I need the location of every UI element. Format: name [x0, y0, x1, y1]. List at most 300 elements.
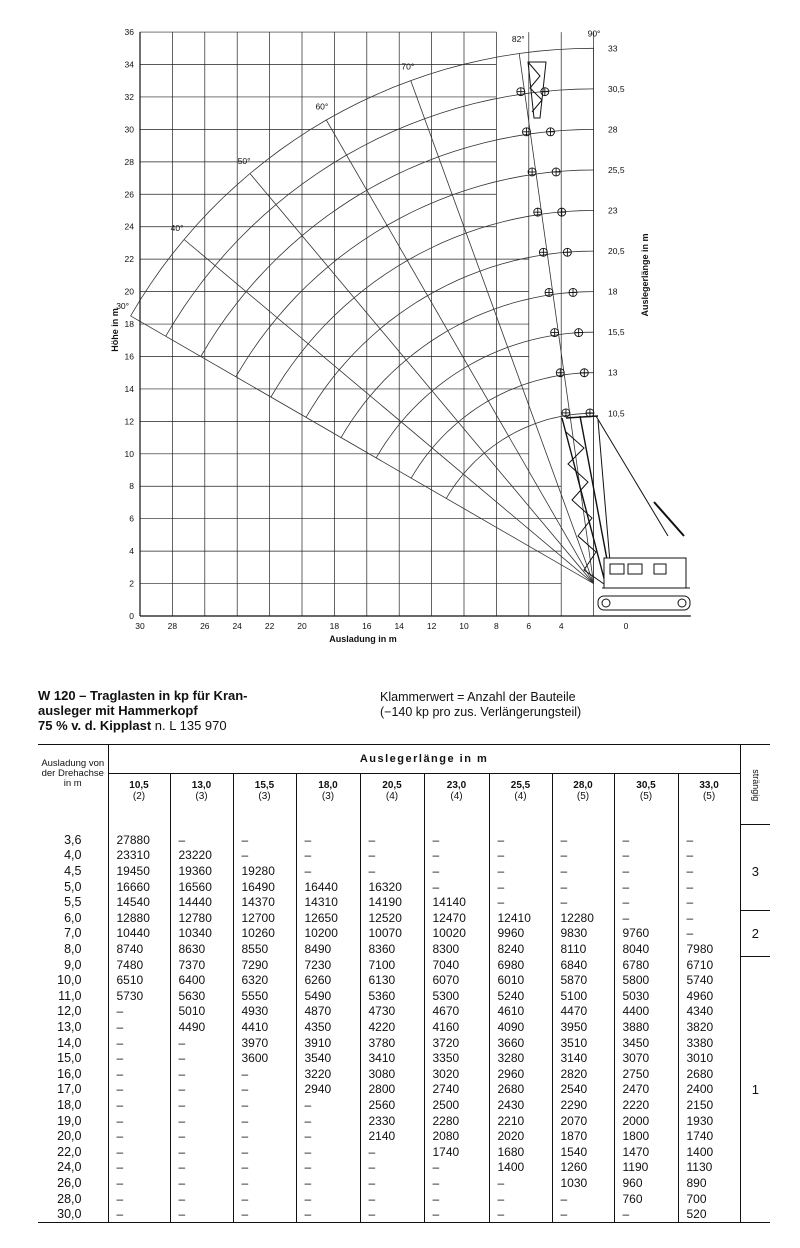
load-cell: 1030 — [552, 1175, 614, 1191]
load-cell: 12780 — [170, 910, 233, 926]
load-cell: 3970 — [233, 1035, 296, 1051]
load-cell: 14190 — [360, 894, 424, 910]
y-tick-label: 18 — [124, 319, 134, 330]
load-cell: 3020 — [424, 1066, 489, 1082]
load-cell: 2330 — [360, 1113, 424, 1129]
load-cell: – — [116, 1035, 124, 1050]
radius-cell: 9,0 — [38, 957, 108, 973]
note-line-1: Klammerwert = Anzahl der Bauteile — [380, 690, 576, 704]
load-cell: – — [424, 863, 489, 879]
x-tick-label: 4 — [558, 621, 564, 631]
load-cell: – — [296, 848, 360, 864]
y-tick-label: 22 — [124, 254, 134, 265]
load-cell: 19450 — [116, 864, 150, 879]
load-cell: – — [360, 1160, 424, 1176]
load-cell: 19280 — [233, 863, 296, 879]
load-cell: – — [170, 1191, 233, 1207]
load-cell: 2020 — [489, 1128, 552, 1144]
table-row — [38, 1004, 770, 1020]
y-tick-label: 28 — [124, 156, 134, 167]
table-row — [38, 1175, 770, 1191]
load-cell: 2470 — [614, 1082, 678, 1098]
load-cell: 7480 — [116, 957, 144, 972]
load-cell: 10340 — [170, 926, 233, 942]
boom-length-label: 25,5 — [608, 164, 625, 175]
load-cell: – — [614, 848, 678, 864]
load-cell: – — [360, 1191, 424, 1207]
load-cell: – — [170, 1050, 233, 1066]
load-cell: 2140 — [360, 1128, 424, 1144]
radius-cell: 18,0 — [38, 1097, 108, 1113]
boom-length-column-header — [552, 774, 614, 825]
load-cell: 10440 — [116, 926, 150, 941]
angle-label: 70° — [401, 61, 415, 72]
x-axis-label: Ausladung in m — [329, 634, 397, 644]
boom-length-label: 23 — [608, 205, 618, 216]
load-cell: 16660 — [116, 879, 150, 894]
load-cell: 3450 — [614, 1035, 678, 1051]
load-cell: 5240 — [489, 988, 552, 1004]
table-heading — [38, 688, 248, 733]
load-cell: 6780 — [614, 957, 678, 973]
load-cell: – — [489, 879, 552, 895]
load-cell: 1400 — [489, 1160, 552, 1176]
x-tick-label: 16 — [362, 621, 372, 631]
radius-cell: 3,6 — [38, 824, 108, 848]
radius-cell: 6,0 — [38, 910, 108, 926]
load-cell: – — [296, 863, 360, 879]
x-tick-label: 6 — [526, 621, 532, 631]
strang-column-header — [740, 745, 770, 825]
load-cell: 890 — [678, 1175, 740, 1191]
load-cell: 12470 — [424, 910, 489, 926]
load-cell: – — [233, 1160, 296, 1176]
load-cell: 2430 — [489, 1097, 552, 1113]
table-row — [38, 1113, 770, 1129]
load-cell: – — [233, 1066, 296, 1082]
load-cell: 9830 — [552, 926, 614, 942]
load-cell: 2210 — [489, 1113, 552, 1129]
load-cell: – — [614, 1206, 678, 1222]
boom-length-value: 13,0 — [191, 780, 212, 791]
strang-header-text: strängig — [750, 769, 761, 802]
load-cell: 1470 — [614, 1144, 678, 1160]
radius-column-header: Ausladung von der Drehachse in m — [38, 745, 108, 825]
load-cell: 10020 — [424, 926, 489, 942]
load-cell: 4960 — [678, 988, 740, 1004]
load-cell: 3660 — [489, 1035, 552, 1051]
load-cell: 14540 — [116, 895, 150, 910]
strang-group-cell: 1 — [740, 957, 770, 1222]
load-cell: 3510 — [552, 1035, 614, 1051]
table-row — [38, 972, 770, 988]
table-row — [38, 1128, 770, 1144]
part-count: (5) — [639, 791, 653, 802]
y-tick-label: 4 — [129, 546, 134, 557]
load-cell: 8240 — [489, 941, 552, 957]
boom-length-column-header — [170, 774, 233, 825]
table-row — [38, 957, 770, 973]
radius-cell: 20,0 — [38, 1128, 108, 1144]
load-cell: – — [233, 1113, 296, 1129]
boom-length-value: 20,5 — [382, 780, 402, 791]
y-tick-label: 32 — [124, 91, 134, 102]
boom-length-column-header — [233, 774, 296, 825]
load-cell: 8040 — [614, 941, 678, 957]
load-cell: – — [614, 879, 678, 895]
boom-length-label: 30,5 — [608, 83, 625, 94]
boom-head-markers — [517, 88, 594, 417]
y-tick-label: 2 — [129, 578, 134, 589]
y-tick-label: 30 — [124, 124, 134, 135]
load-cell: – — [489, 863, 552, 879]
load-cell: – — [116, 1082, 124, 1097]
load-cell: 3380 — [678, 1035, 740, 1051]
load-cell: 14310 — [296, 894, 360, 910]
load-cell: 3010 — [678, 1050, 740, 1066]
load-cell: – — [233, 1144, 296, 1160]
load-cell: – — [170, 1082, 233, 1098]
load-cell: 23310 — [116, 848, 150, 863]
x-tick-label: 0 — [623, 621, 629, 631]
load-cell: – — [614, 824, 678, 848]
load-cell: 19360 — [170, 863, 233, 879]
load-cell: 4350 — [296, 1019, 360, 1035]
load-cell: 2000 — [614, 1113, 678, 1129]
load-cell: 1680 — [489, 1144, 552, 1160]
load-cell: – — [552, 848, 614, 864]
load-cell: 4870 — [296, 1004, 360, 1020]
load-cell: – — [233, 1206, 296, 1222]
x-tick-label: 28 — [167, 621, 178, 631]
table-row — [38, 941, 770, 957]
x-tick-label: 30 — [135, 621, 145, 631]
load-cell: 1190 — [614, 1160, 678, 1176]
load-cell: 1540 — [552, 1144, 614, 1160]
load-cell: 9960 — [489, 926, 552, 942]
load-cell: – — [170, 1128, 233, 1144]
radius-cell: 30,0 — [38, 1206, 108, 1222]
load-cell: – — [116, 1160, 124, 1175]
load-cell: – — [360, 1206, 424, 1222]
y-tick-label: 36 — [124, 27, 134, 38]
table-row — [38, 1097, 770, 1113]
load-cell: 1740 — [424, 1144, 489, 1160]
y-tick-label: 20 — [124, 286, 134, 297]
load-cell: 5870 — [552, 972, 614, 988]
heading-line-1: W 120 – Traglasten in kp für Kran- — [38, 688, 248, 703]
load-cell: 2280 — [424, 1113, 489, 1129]
load-cell: 4410 — [233, 1019, 296, 1035]
angle-label: 40° — [170, 223, 184, 234]
load-cell: 16560 — [170, 879, 233, 895]
load-cell: 8550 — [233, 941, 296, 957]
strang-group-cell: 2 — [740, 910, 770, 957]
load-cell: 1870 — [552, 1128, 614, 1144]
load-cell: – — [170, 1035, 233, 1051]
load-cell: 1400 — [678, 1144, 740, 1160]
x-tick-label: 20 — [297, 621, 307, 631]
load-cell: – — [614, 910, 678, 926]
load-cell: 9760 — [614, 926, 678, 942]
radius-cell: 8,0 — [38, 941, 108, 957]
boom-length-value: 15,5 — [254, 780, 275, 791]
load-cell: – — [552, 824, 614, 848]
load-cell: 8360 — [360, 941, 424, 957]
boom-length-column-header — [424, 774, 489, 825]
load-cell: 4220 — [360, 1019, 424, 1035]
load-cell: 2150 — [678, 1097, 740, 1113]
table-row — [38, 879, 770, 895]
load-cell: 2680 — [678, 1066, 740, 1082]
load-cell: 6840 — [552, 957, 614, 973]
load-cell: 3410 — [360, 1050, 424, 1066]
radius-cell: 5,5 — [38, 894, 108, 910]
load-cell: 4340 — [678, 1004, 740, 1020]
y-tick-label: 24 — [124, 221, 134, 232]
table-row — [38, 910, 770, 926]
load-cell: 8630 — [170, 941, 233, 957]
load-cell: 3880 — [614, 1019, 678, 1035]
load-cell: 3780 — [360, 1035, 424, 1051]
load-cell: 6070 — [424, 972, 489, 988]
load-cell: – — [116, 1097, 124, 1112]
radius-cell: 17,0 — [38, 1082, 108, 1098]
load-cell: 7230 — [296, 957, 360, 973]
load-cell: – — [233, 1128, 296, 1144]
load-cell: 2800 — [360, 1082, 424, 1098]
table-row — [38, 1050, 770, 1066]
radius-cell: 28,0 — [38, 1191, 108, 1207]
table-row — [38, 1160, 770, 1176]
load-cell: 3140 — [552, 1050, 614, 1066]
part-count: (4) — [450, 791, 463, 802]
load-cell: 3540 — [296, 1050, 360, 1066]
load-cell: 5630 — [170, 988, 233, 1004]
load-cell: 4090 — [489, 1019, 552, 1035]
radius-cell: 5,0 — [38, 879, 108, 895]
angle-label: 90° — [587, 28, 601, 39]
load-cell: 2750 — [614, 1066, 678, 1082]
boom-length-header-row — [38, 774, 770, 825]
note-line-2: (−140 kp pro zus. Verlängerungsteil) — [380, 705, 582, 719]
load-cell: – — [170, 824, 233, 848]
table-row — [38, 988, 770, 1004]
angle-ray — [184, 240, 594, 584]
load-cell: 5300 — [424, 988, 489, 1004]
load-cell: – — [489, 824, 552, 848]
load-cell: 4490 — [170, 1019, 233, 1035]
load-cell: – — [296, 1206, 360, 1222]
load-cell: 10070 — [360, 926, 424, 942]
boom-length-label: 10,5 — [608, 408, 625, 419]
load-cell: – — [170, 1066, 233, 1082]
load-cell: – — [360, 1144, 424, 1160]
radius-cell: 16,0 — [38, 1066, 108, 1082]
load-cell: 2540 — [552, 1082, 614, 1098]
boom-length-column-header — [360, 774, 424, 825]
angle-ray — [250, 174, 594, 584]
load-cell: 4610 — [489, 1004, 552, 1020]
load-cell: 5360 — [360, 988, 424, 1004]
load-cell: – — [360, 848, 424, 864]
load-cell: 12700 — [233, 910, 296, 926]
load-cell: 4160 — [424, 1019, 489, 1035]
part-count: (5) — [702, 791, 716, 802]
load-cell: 3950 — [552, 1019, 614, 1035]
load-cell: 2940 — [296, 1082, 360, 1098]
bracket-note — [380, 690, 581, 720]
boom-length-labels — [608, 43, 625, 418]
load-cell: 2740 — [424, 1082, 489, 1098]
load-cell: – — [116, 1113, 124, 1128]
x-tick-label: 8 — [494, 621, 499, 631]
load-table — [38, 744, 770, 1222]
load-cell: 3080 — [360, 1066, 424, 1082]
load-cell: – — [552, 1206, 614, 1222]
radius-cell: 14,0 — [38, 1035, 108, 1051]
boom-length-value: 30,5 — [636, 780, 656, 791]
load-cell: 2290 — [552, 1097, 614, 1113]
radius-cell: 7,0 — [38, 926, 108, 942]
load-cell: 6320 — [233, 972, 296, 988]
load-cell: – — [424, 848, 489, 864]
load-cell: – — [296, 1128, 360, 1144]
load-cell: – — [116, 1207, 124, 1222]
angle-label: 60° — [315, 101, 329, 112]
part-count: (3) — [321, 791, 335, 802]
boom-length-group-header: Auslegerlänge in m — [108, 745, 740, 774]
load-cell: 10260 — [233, 926, 296, 942]
heading-norm: n. L 135 970 — [151, 718, 227, 733]
right-axis-label: Auslegerlänge in m — [640, 233, 650, 317]
table-row — [38, 848, 770, 864]
radius-cell: 26,0 — [38, 1175, 108, 1191]
load-cell: – — [116, 1175, 124, 1190]
y-tick-label: 34 — [124, 59, 134, 70]
load-cell: – — [552, 879, 614, 895]
y-tick-label: 16 — [124, 351, 134, 362]
load-cell: – — [424, 879, 489, 895]
load-cell: – — [678, 910, 740, 926]
load-cell: 5100 — [552, 988, 614, 1004]
y-axis-label: Höhe in m — [110, 308, 120, 352]
table-row — [38, 1035, 770, 1051]
load-cell: – — [116, 1019, 124, 1034]
diagram-grid — [140, 32, 594, 616]
load-cell: 4930 — [233, 1004, 296, 1020]
load-cell: 7370 — [170, 957, 233, 973]
load-cell: – — [233, 1082, 296, 1098]
load-cell: 4670 — [424, 1004, 489, 1020]
load-cell: 2220 — [614, 1097, 678, 1113]
load-cell: – — [233, 1097, 296, 1113]
table-row — [38, 1082, 770, 1098]
load-cell: – — [678, 863, 740, 879]
load-cell: 7100 — [360, 957, 424, 973]
radius-cell: 24,0 — [38, 1160, 108, 1176]
x-tick-label: 14 — [394, 621, 404, 631]
boom-length-column-header — [614, 774, 678, 825]
boom-length-label: 33 — [608, 43, 618, 54]
boom-length-column-header — [296, 774, 360, 825]
load-cell: – — [170, 1206, 233, 1222]
y-tick-label: 10 — [124, 448, 134, 459]
load-cell: 5730 — [116, 988, 144, 1003]
y-tick-label: 0 — [129, 611, 134, 621]
load-cell: – — [170, 1113, 233, 1129]
heading-kipplast: 75 % v. d. Kipplast — [38, 718, 152, 733]
load-cell: – — [233, 1175, 296, 1191]
boom-length-value: 28,0 — [573, 780, 593, 791]
load-cell: – — [233, 824, 296, 848]
radius-cell: 11,0 — [38, 988, 108, 1004]
table-row — [38, 1144, 770, 1160]
x-tick-labels — [135, 621, 628, 631]
boom-length-column-header — [489, 774, 552, 825]
load-cell: 6710 — [678, 957, 740, 973]
radius-cell: 4,0 — [38, 848, 108, 864]
load-cell: 5030 — [614, 988, 678, 1004]
boom-length-value: 18,0 — [318, 780, 338, 791]
load-cell: – — [170, 1097, 233, 1113]
boom-length-column-header — [678, 774, 740, 825]
load-cell: 3220 — [296, 1066, 360, 1082]
load-cell: – — [296, 1113, 360, 1129]
load-cell: – — [170, 1175, 233, 1191]
load-cell: 6980 — [489, 957, 552, 973]
load-cell: 14440 — [170, 894, 233, 910]
part-count: (2) — [132, 791, 146, 802]
table-row — [38, 1066, 770, 1082]
load-cell: – — [296, 1175, 360, 1191]
table-row — [38, 926, 770, 942]
load-cell: 2070 — [552, 1113, 614, 1129]
y-tick-label: 6 — [129, 513, 134, 524]
load-cell: – — [116, 1051, 124, 1066]
load-cell: 12650 — [296, 910, 360, 926]
load-cell: – — [170, 1160, 233, 1176]
x-tick-label: 22 — [264, 621, 275, 631]
load-cell: 700 — [678, 1191, 740, 1207]
load-cell: 7290 — [233, 957, 296, 973]
load-cell: – — [360, 824, 424, 848]
y-tick-labels — [125, 27, 135, 621]
angle-ray — [326, 120, 593, 584]
load-cell: – — [116, 1004, 124, 1019]
load-cell: 27880 — [116, 832, 150, 847]
load-cell: 6260 — [296, 972, 360, 988]
load-cell: – — [116, 1191, 124, 1206]
load-cell: – — [296, 1160, 360, 1176]
radius-cell: 15,0 — [38, 1050, 108, 1066]
angle-ray — [131, 316, 594, 584]
boom-length-label: 20,5 — [608, 246, 625, 257]
load-cell: 2400 — [678, 1082, 740, 1098]
load-cell: 2080 — [424, 1128, 489, 1144]
x-tick-label: 12 — [426, 621, 437, 631]
boom-length-label: 18 — [608, 286, 618, 297]
load-cell: – — [424, 1160, 489, 1176]
load-cell: 7980 — [678, 941, 740, 957]
load-cell: 3910 — [296, 1035, 360, 1051]
load-cell: 16490 — [233, 879, 296, 895]
load-cell: 6510 — [116, 973, 144, 988]
load-cell: 14370 — [233, 894, 296, 910]
load-cell: – — [296, 1191, 360, 1207]
boom-length-value: 23,0 — [446, 780, 467, 791]
load-cell: 3600 — [233, 1050, 296, 1066]
